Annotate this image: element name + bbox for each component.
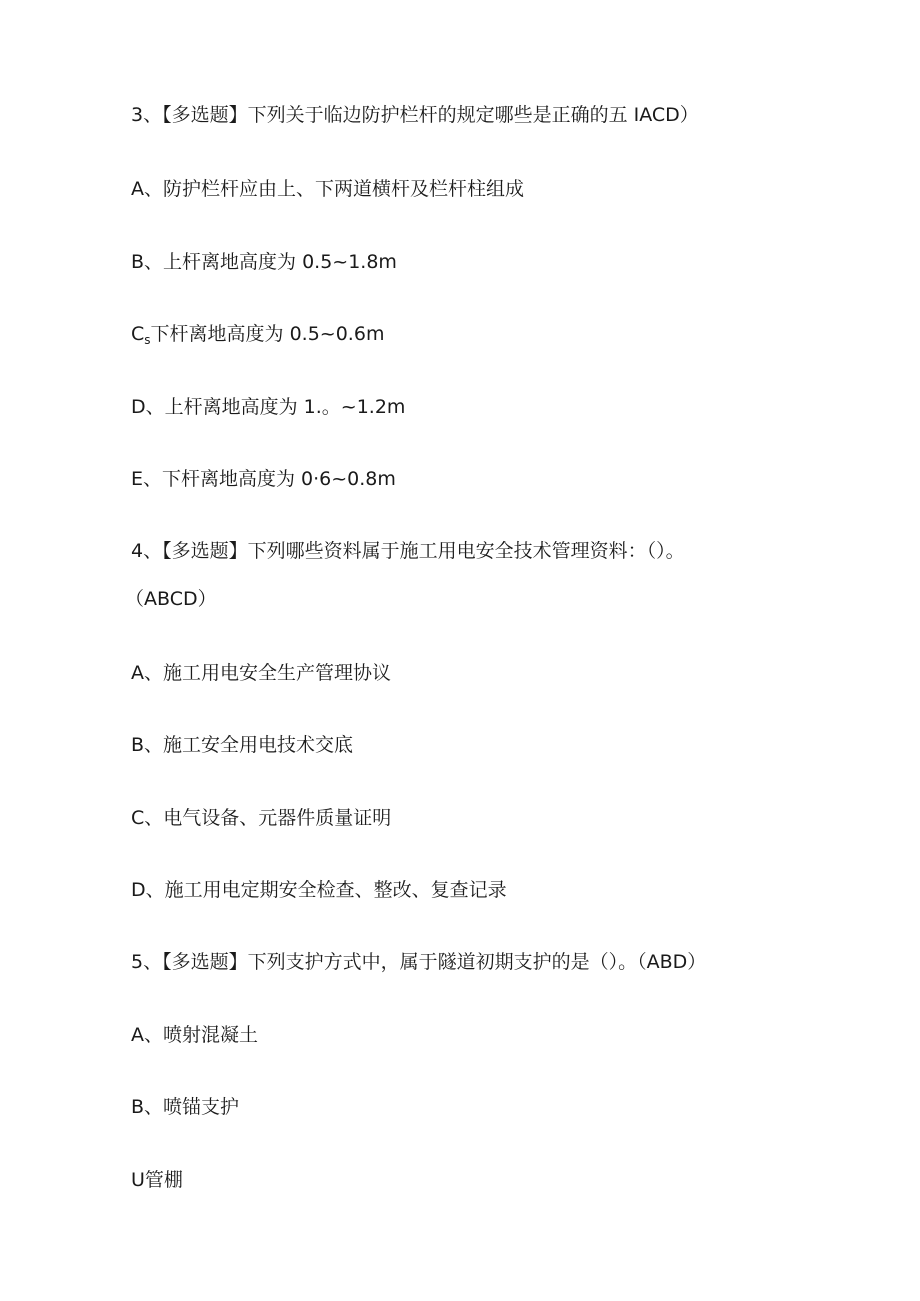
option-c-letter: C: [131, 323, 145, 345]
question-4-stem: 4、【多选题】下列哪些资料属于施工用电安全技术管理资料：（）。: [131, 540, 685, 562]
question-3-option-e: E、下杆离地高度为 0·6~0.8m: [131, 468, 396, 490]
option-c-subscript: s: [144, 333, 151, 347]
question-4-option-a: A、施工用电安全生产管理协议: [131, 662, 391, 684]
question-3-option-c: [131, 322, 384, 352]
question-3-stem: 3、【多选题】下列关于临边防护栏杆的规定哪些是正确的五 IACD）: [131, 104, 699, 126]
question-4-option-c: C、电气设备、元器件质量证明: [131, 807, 392, 829]
question-4-option-d: D、施工用电定期安全检查、整改、复查记录: [131, 879, 507, 901]
option-c-text: 下杆离地高度为 0.5~0.6m: [150, 323, 385, 345]
question-4-option-b: B、施工安全用电技术交底: [131, 734, 354, 756]
question-5-option-c: U管棚: [131, 1169, 183, 1191]
question-5-option-b: B、喷锚支护: [131, 1096, 240, 1118]
question-5-option-a: A、喷射混凝土: [131, 1024, 258, 1046]
question-3-option-a: A、防护栏杆应由上、下两道横杆及栏杆柱组成: [131, 178, 524, 200]
question-3-option-b: B、上杆离地高度为 0.5~1.8m: [131, 251, 397, 273]
question-4-answer: （ABCD）: [125, 588, 217, 610]
question-3-option-d: D、上杆离地高度为 1.。~1.2m: [131, 396, 406, 418]
question-5-stem: 5、【多选题】下列支护方式中，属于隧道初期支护的是（）。（ABD）: [131, 951, 707, 973]
